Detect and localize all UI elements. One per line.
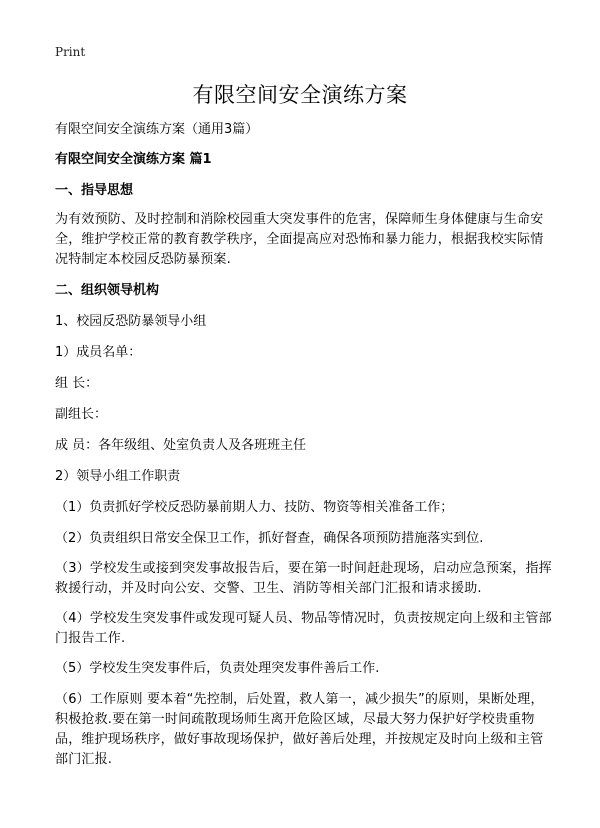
- duty-item-2: （2）负责组织日常安全保卫工作，抓好督查，确保各项预防措施落实到位.: [55, 531, 484, 546]
- duty-item-1: （1）负责抓好学校反恐防暴前期人力、技防、物资等相关准备工作；: [55, 500, 454, 515]
- document-title: 有限空间安全演练方案: [192, 83, 408, 107]
- list-item: 副组长：: [55, 407, 108, 422]
- duty-item-3: （3）学校发生或接到突发事故报告后，要在第一时间赶赴现场，启动应急预案，指挥救援行动，并及时向公安、交警、卫生、消防等相关部门汇报和请求援助.: [55, 561, 552, 596]
- section-title: 有限空间安全演练方案 篇1: [55, 152, 212, 167]
- duty-item-4: （4）学校发生突发事件或发现可疑人员、物品等情况时，负责按规定向上级和主管部门报告工作.: [55, 611, 552, 646]
- duty-item-6: （6）工作原则 要本着“先控制，后处置，救人第一，减少损失”的原则，果断处理，积极抢救.要在第一时间疏散现场师生离开危险区域，尽最大努力保护好学校贵重物品，维护现场秩序，做好事故现场保护，做好善后处理，并按规定及时向上级和主管部门汇报.: [55, 692, 544, 767]
- heading-organization: 二、组织领导机构: [55, 283, 160, 298]
- duty-item-5: （5）学校发生突发事件后，负责处理突发事件善后工作.: [55, 661, 380, 676]
- list-item: 2）领导小组工作职责: [55, 469, 181, 484]
- list-item: 成 员：各年级组、处室负责人及各班班主任: [55, 438, 307, 453]
- list-item: 组 长：: [55, 376, 99, 391]
- list-item: 1）成员名单：: [55, 345, 142, 360]
- list-item: 1、校园反恐防暴领导小组: [55, 314, 207, 329]
- document-subtitle: 有限空间安全演练方案（通用3篇）: [55, 122, 259, 137]
- heading-guiding-ideology: 一、指导思想: [55, 183, 134, 198]
- paragraph-guiding-ideology: 为有效预防、及时控制和消除校园重大突发事件的危害，保障师生身体健康与生命安全，维护学校正常的教育教学秩序，全面提高应对恐怖和暴力能力，根据我校实际情况特制定本校园反恐防暴预案.: [55, 212, 544, 267]
- print-label[interactable]: Print: [55, 45, 86, 59]
